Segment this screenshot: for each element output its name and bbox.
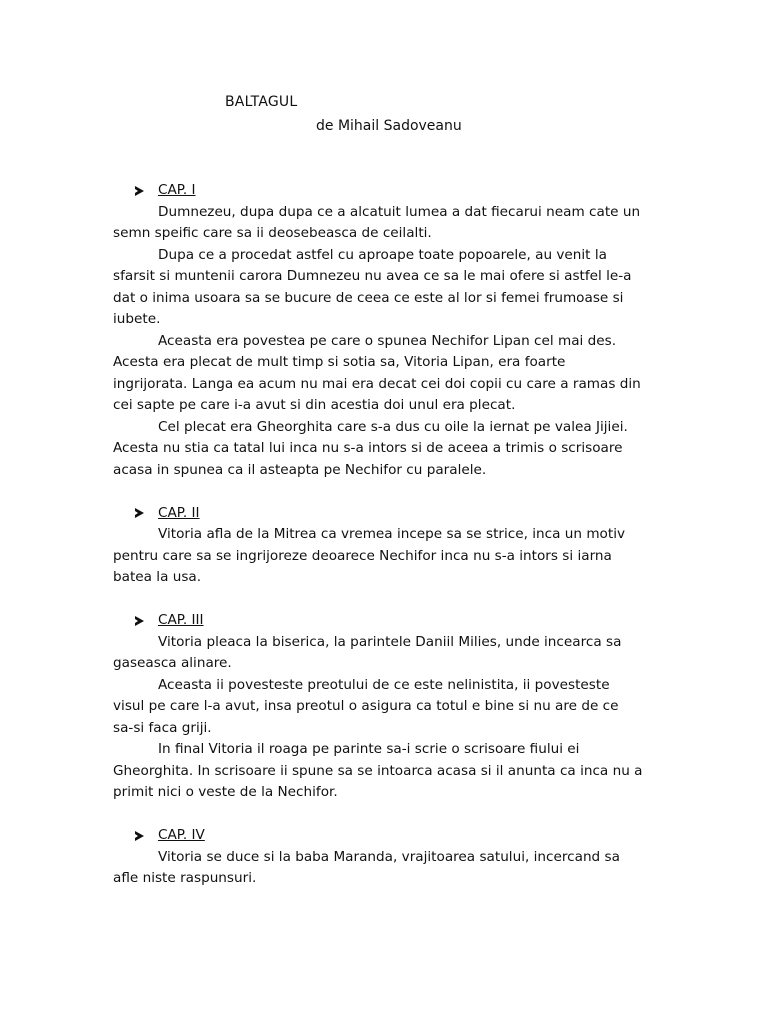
paragraph: Dumnezeu, dupa dupa ce a alcatuit lumea a dat fiecarui neam cate un semn speific care sa ii deosebeasca de ceilalti. xyxy=(113,203,641,241)
paragraph: Vitoria pleaca la biserica, la parintele Daniil Milies, unde incearca sa gaseasca alinare. xyxy=(113,633,622,671)
arrow-bullet-icon xyxy=(135,616,144,626)
chapter-heading xyxy=(113,610,643,632)
paragraph: Vitoria afla de la Mitrea ca vremea incepe sa se strice, inca un motiv pentru care sa se ingrijoreze deoarece Nechifor inca nu s-a intors si iarna batea la usa. xyxy=(113,526,626,585)
document-author: de Mihail Sadoveanu xyxy=(316,118,462,134)
document-title: BALTAGUL xyxy=(225,94,298,110)
chapter-heading xyxy=(113,503,643,525)
paragraph: Dupa ce a procedat astfel cu aproape toate popoarele, au venit la sfarsit si muntenii carora Dumnezeu nu avea ce sa le mai ofere si astfel le-a dat o inima usoara sa se bucure de ceea ce este al lor si femei frumoase si iubete. xyxy=(113,246,632,327)
chapter-4 xyxy=(113,825,643,890)
chapter-heading xyxy=(113,180,643,202)
paragraph: Vitoria se duce si la baba Maranda, vrajitoarea satului, incercand sa afle niste raspunsuri. xyxy=(113,848,620,886)
chapter-1 xyxy=(113,180,643,481)
chapter-title: CAP. IV xyxy=(158,827,205,843)
arrow-bullet-icon xyxy=(135,831,144,841)
paragraph: Aceasta era povestea pe care o spunea Nechifor Lipan cel mai des. Acesta era plecat de mult timp si sotia sa, Vitoria Lipan, era foarte ingrijorata. Langa ea acum nu mai era decat cei doi copii cu care a ramas din cei sapte pe care i-a avut si din acestia doi unul era plecat. xyxy=(113,332,641,413)
paragraph: Cel plecat era Gheorghita care s-a dus cu oile la iernat pe valea Jijiei. Acesta nu stia ca tatal lui inca nu s-a intors si de aceea a trimis o scrisoare acasa in spunea ca il asteapta pe Nechifor cu paralele. xyxy=(113,418,628,478)
paragraph: In final Vitoria il roaga pe parinte sa-i scrie o scrisoare fiului ei Gheorghita. In scrisoare ii spune sa se intoarca acasa si il anunta ca inca nu a primit nici o veste de la Nechifor. xyxy=(113,741,643,800)
paragraph: Aceasta ii povesteste preotului de ce este nelinistita, ii povesteste visul pe care l-a avut, insa preotul o asigura ca totul e bine si nu are de ce sa-si faca griji. xyxy=(113,676,619,736)
document-content xyxy=(113,180,643,890)
arrow-bullet-icon xyxy=(135,508,144,518)
chapter-title: CAP. II xyxy=(158,504,200,521)
chapter-heading xyxy=(113,825,643,847)
chapter-2 xyxy=(113,503,643,589)
chapter-3 xyxy=(113,610,643,804)
arrow-bullet-icon xyxy=(135,186,144,196)
chapter-title: CAP. I xyxy=(158,182,196,198)
chapter-title: CAP. III xyxy=(158,612,204,628)
